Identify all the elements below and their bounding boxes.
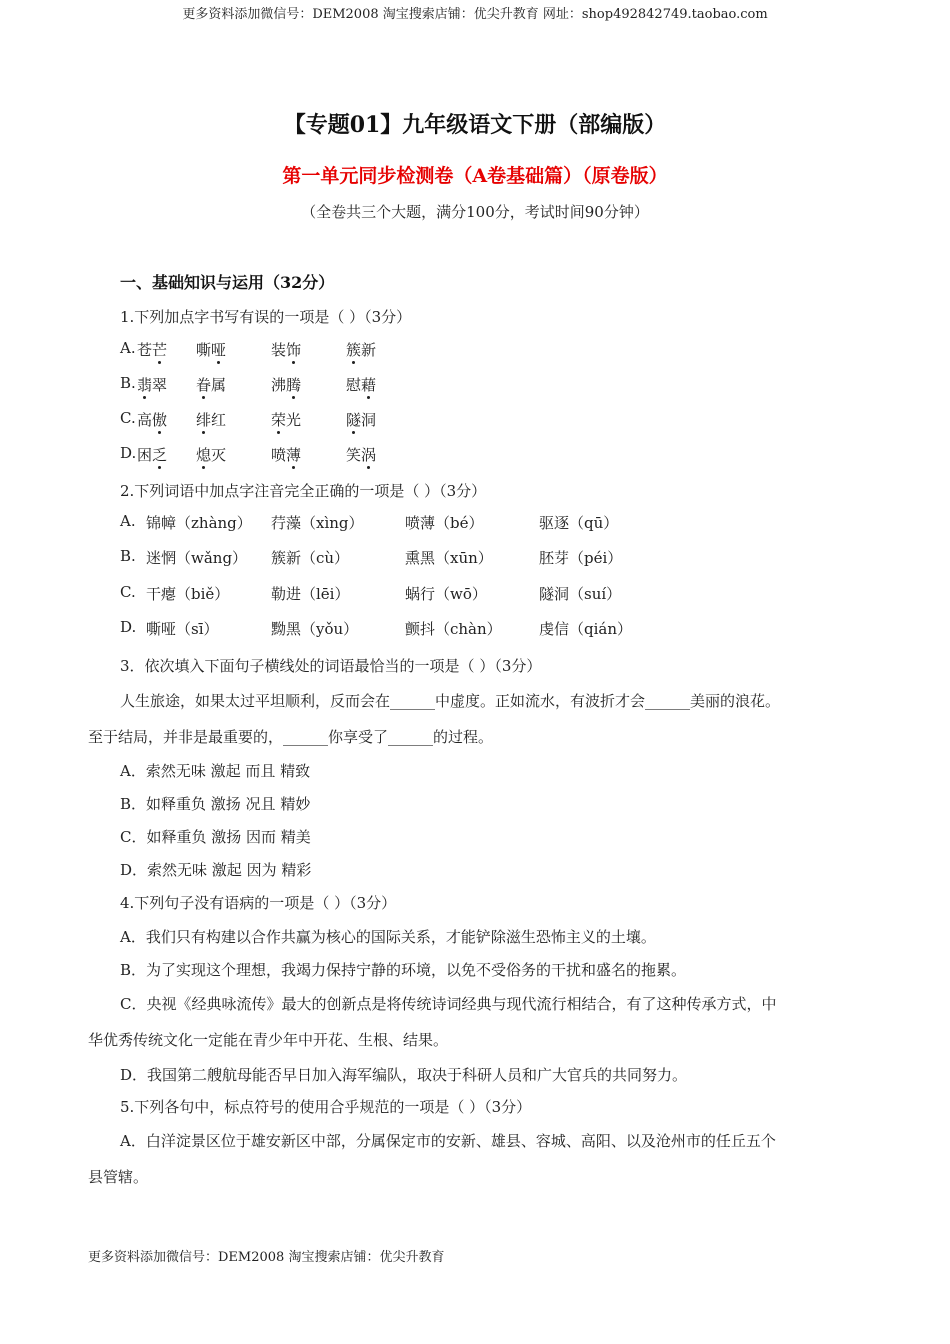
q3-option-b: B．如释重负 激扬 况且 精妙	[120, 795, 311, 813]
q4-option-a: A．我们只有构建以合作共赢为核心的国际关系，才能铲除滋生恐怖主义的土壤。	[120, 928, 656, 946]
q4-option-c-line-2: 华优秀传统文化一定能在青少年中开花、生根、结果。	[88, 1031, 449, 1049]
q2-option-d: D. 嘶哑（sī） 黝黑（yǒu） 颤抖（chàn） 虔信（qián）	[120, 618, 633, 638]
q5-option-a-line-2: 县管辖。	[88, 1168, 149, 1186]
q3-option-a: A．索然无味 激起 而且 精致	[120, 762, 311, 780]
q4-option-d: D．我国第二艘航母能否早日加入海军编队，取决于科研人员和广大官兵的共同努力。	[120, 1066, 688, 1084]
q3-option-c: C．如释重负 激扬 因而 精美	[120, 828, 311, 846]
q3-option-d: D．索然无味 激起 因为 精彩	[120, 861, 312, 879]
q2-option-b: B. 迷惘（wǎng） 簇新（cù） 熏黑（xūn） 胚芽（péi）	[120, 547, 623, 567]
q1-option-c: C. 高傲 绯红 荣光 隧洞	[120, 409, 377, 429]
document-subtitle: 第一单元同步检测卷（A卷基础篇）（原卷版）	[282, 165, 668, 187]
q1-option-a: A. 苍芒 嘶哑 装饰 簇新	[120, 339, 377, 359]
q3-passage-line-1: 人生旅途，如果太过平坦顺利，反而会在______中虚度。正如流水，有波折才会______美丽的浪花。	[120, 692, 781, 710]
question-1-stem: 1.下列加点字书写有误的一项是（ ）（3分）	[120, 308, 412, 326]
exam-note: （全卷共三个大题，满分100分，考试时间90分钟）	[301, 203, 649, 221]
q3-passage-line-2: 至于结局，并非是最重要的，______你享受了______的过程。	[88, 728, 494, 746]
q1-option-b: B. 翡翠 眷属 沸腾 慰藉	[120, 374, 377, 394]
q2-option-c: C. 干瘪（biě） 勒进（lēi） 蜗行（wō） 隧洞（suí）	[120, 583, 622, 603]
question-4-stem: 4.下列句子没有语病的一项是（ ）（3分）	[120, 894, 397, 912]
question-2-stem: 2.下列词语中加点字注音完全正确的一项是（ ）（3分）	[120, 482, 487, 500]
question-5-stem: 5.下列各句中，标点符号的使用合乎规范的一项是（ ）（3分）	[120, 1098, 532, 1116]
question-3-stem: 3．依次填入下面句子横线处的词语最恰当的一项是（ ）（3分）	[120, 657, 542, 675]
section-heading: 一、基础知识与运用（32分）	[120, 273, 335, 292]
q4-option-b: B．为了实现这个理想，我竭力保持宁静的环境，以免不受俗务的干扰和盛名的拖累。	[120, 961, 687, 979]
q1-option-d: D. 困乏 熄灭 喷薄 笑涡	[120, 444, 377, 464]
q2-option-a: A. 锦幛（zhàng） 荇藻（xìng） 喷薄（bé） 驱逐（qū）	[120, 512, 619, 532]
q4-option-c-line-1: C．央视《经典咏流传》最大的创新点是将传统诗词经典与现代流行相结合，有了这种传承方式，中	[120, 995, 777, 1013]
q5-option-a-line-1: A．白洋淀景区位于雄安新区中部，分属保定市的安新、雄县、容城、高阳、以及沧州市的任丘五个	[120, 1132, 776, 1150]
page-footer: 更多资料添加微信号：DEM2008 淘宝搜索店铺：优尖升教育	[88, 1250, 445, 1265]
page-header: 更多资料添加微信号：DEM2008 淘宝搜索店铺：优尖升教育 网址：shop492842749.taobao.com	[182, 7, 768, 22]
document-title: 【专题01】九年级语文下册（部编版）	[283, 112, 667, 138]
